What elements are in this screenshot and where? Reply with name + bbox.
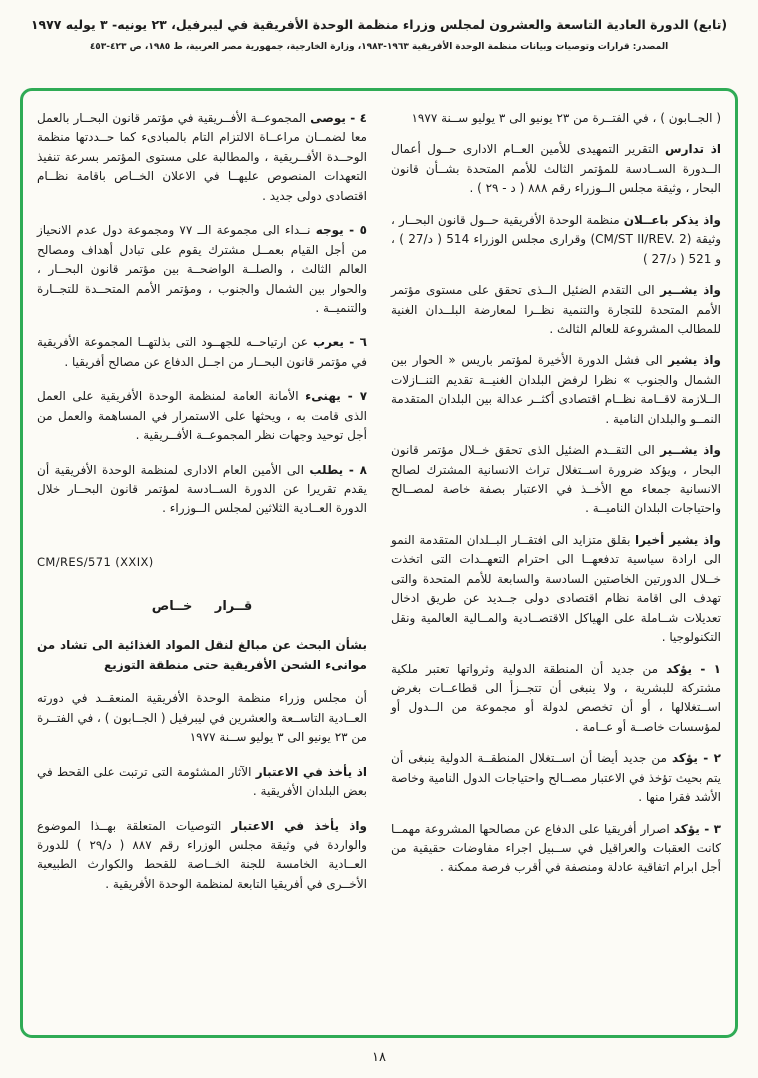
paragraph-text: الى التقــدم الضئيل الذى تحقق خــلال مؤتمر قانون البحار ، ويؤكد ضرورة اســتغلال تراث الانسانية المشترك لصالح الانسانية جمعاء مع الأخــذ في الاعتبار بصفة خاصة لمصــالح واحتياجات البلدان الناميــة . [391, 443, 721, 516]
clause-number-lead: ٤ - يوصى [310, 111, 367, 125]
clause-number-lead: ٧ - يهنىء [305, 389, 368, 404]
clause-number-lead: ١ - يؤكد [666, 661, 721, 676]
paragraph-text: بقلق متزايد الى افتقــار البــلدان المتقدمة النمو الى ارادة سياسية تدفعهــا الى احترام التعهــدات التى اتخذت خــلال الدورتين الخاصتين السادسة والسابعة للأمم المتحدة والتى تهدف الى اقامة نظام اقتصادى دولى جــديد عن طريق ادخال تعديلات شــاملة على الهياكل الاقتصــادية والمــالية العالمية ونقل التكنولوجيا . [391, 532, 721, 645]
paragraph-text: الأمانة العامة لمنظمة الوحدة الأفريقية على العمل الذى قامت به ، ويحثها على الاستمرار في المساهمة والعمل من أجل توحيد وجهات نظر المجموعــة الأفــريقية . [37, 389, 367, 443]
numbered-clause [37, 221, 367, 318]
paragraph [37, 817, 367, 895]
paragraph [37, 689, 367, 747]
numbered-clause [37, 387, 367, 445]
paragraph [391, 211, 721, 269]
paragraph-lead: واذ يذكر باعــلان [623, 212, 722, 227]
paragraph [391, 140, 721, 198]
resolution-heading: قــرار خــاص [151, 598, 253, 614]
paragraph-text: الى التقدم الضئيل الــذى تحقق على مستوى مؤتمر الأمم المتحدة للتجارة والتنمية نظــرا لمعارضة البلــدان الغنية للمطالب المشروعة للعالم الثالث . [391, 283, 721, 336]
paragraph-lead: واذ يشــير [660, 283, 721, 298]
resolution-reference-number: CM/RES/571 (XXIX) [37, 554, 154, 569]
paragraph-text: ( الجــابون ) ، في الفتــرة من ٢٣ يونيو الى ٣ يوليو ســنة ١٩٧٧ [411, 111, 721, 125]
paragraph-text: أن مجلس وزراء منظمة الوحدة الأفريقية المنعقــد في دورته العــادية التاســعة والعشرين في ليبرفيل ( الجــابون ) ، في الفتــرة من ٢٣ يونيو الى ٣ يوليو ســنة ١٩٧٧ [37, 691, 367, 745]
document-source: المصدر: قرارات وتوصيات وبيانات منظمة الوحدة الأفريقية ١٩٦٣-١٩٨٣، وزارة الخارجية، جمهورية مصر العربية، ط ١٩٨٥، ص ٤٢٣-٤٥٣ [89, 41, 669, 52]
paragraph-text: من جديد أيضا أن اســتغلال المنطقــة الدولية ينبغى أن يتم بحيث تؤخذ في الاعتبار مصــالح واحتياجات الدول النامية وخاصة الأشد فقرا منها . [391, 751, 721, 805]
clause-number-lead: ٦ - يعرب [313, 335, 367, 350]
paragraph-lead: اذ تدارس [665, 142, 722, 157]
paragraph-text: الى الأمين العام الادارى لمنظمة الوحدة الأفريقية أن يقدم تقريرا عن الدورة الســادسة لمؤتمر قانون البحــار خلال الدورة العــادية الثلاثين لمجلس الــوزراء . [37, 462, 367, 516]
paragraph [37, 763, 367, 802]
paragraph-text: التوصيات المتعلقة بهــذا الموضوع والواردة في وثيقة مجلس الوزراء رقم ٨٨٧ ( د/٢٩ ) للدورة العــادية الخامسة للجنة الخــاصة للقحط والكوارث الطبيعية الأخــرى في أفريقيا التابعة لمنظمة الوحدة الأفريقية . [37, 818, 367, 891]
numbered-clause [391, 660, 721, 738]
paragraph-text: نــداء الى مجموعة الــ ٧٧ ومجموعة دول عدم الانحياز من أجل القيام بعمــل مشترك يقوم على تبادل أهداف ومصالح العالم الثالث ، والصلــة الواضحــة بين مؤتمر قانون البحــار ، والحوار بين الشمال والجنوب ، ومؤتمر الأمم المتحــدة للتجــارة والتنميــة . [37, 223, 367, 315]
left-column [37, 109, 367, 1023]
document-title: (تابع) الدورة العادية التاسعة والعشرون لمجلس وزراء منظمة الوحدة الأفريقية في ليبرفيل، ٢٣ يونيه- ٣ يوليه ١٩٧٧ [30, 17, 728, 32]
paragraph-text: من جديد أن المنطقة الدولية وثرواتها تعتبر ملكية مشتركة للبشرية ، ولا ينبغى أن تتجــزأ الى قطاعــات بغرض اســتغلالها ، أو أن تخصص لدولة أو مجموعة من الــدول أو لمؤسسات خاصــة أو عــامة . [391, 661, 721, 734]
numbered-clause [391, 749, 721, 807]
paragraph-lead: واذ يشير أخيرا [635, 532, 721, 547]
paragraph [391, 109, 721, 128]
paragraph [391, 531, 721, 648]
paragraph-text: المجموعــة الأفــريقية في مؤتمر قانون البحــار بالعمل معا لضمــان مراعــاة الالتزام التام بالمبادىء كما حــددتها منظمة الوحــدة الأفــريقية ، والمطالبة على مستوى المؤتمر بسرعة تنفيذ التعهدات المنصوص عليهــا في الاعلان الخــاص باقامة نظــام اقتصادى دولى جديد . [37, 111, 367, 203]
paragraph-text: الآثار المشئومة التى ترتبت على القحط في بعض البلدان الأفريقية . [37, 764, 367, 799]
clause-number-lead: ٥ - يوجه [315, 223, 367, 238]
paragraph-text: عن ارتياحــه للجهــود التى بذلتهــا المجموعة الأفريقية في مؤتمر قانون البحــار من اجــل الدفاع عن مصالح أفريقيا . [37, 335, 367, 369]
paragraph-lead: اذ يأخذ في الاعتبار [255, 764, 367, 779]
numbered-clause [37, 333, 367, 372]
numbered-clause [37, 461, 367, 519]
right-column [391, 109, 721, 1023]
clause-number-lead: ٨ - يطلب [309, 462, 367, 477]
paragraph-text: منظمة الوحدة الأفريقية حــول قانون البحــار ، وثيقة (CM/ST II/REV. 2) وقرارى مجلس الوزراء 514 ( د/27 ) ، و 521 ( د/27 ) [391, 212, 721, 266]
paragraph-text: الى فشل الدورة الأخيرة لمؤتمر باريس « الحوار بين الشمال والجنوب » نظرا لرفض البلدان الغنيــة تقديم التنــازلات الــلازمة لاقــامة نظــام اقتصادى أكثــر عدالة بين البلدان المتقدمة النمــو والبلدان النامية . [391, 353, 721, 426]
paragraph [391, 441, 721, 519]
paragraph-text: اصرار أفريقيا على الدفاع عن مصالحها المشروعة مهمــا كانت العقبات والعراقيل في ســبيل اجراء مفاوضات حقيقية من أجل ابرام اتفاقية عادلة ومنصفة في أقرب فرصة ممكنة . [391, 821, 721, 875]
page-number: ١٨ [372, 1050, 386, 1065]
numbered-clause [37, 109, 367, 206]
content-frame [20, 88, 738, 1038]
page-header [0, 0, 758, 52]
text-columns [37, 109, 721, 1023]
resolution-subject: بشأن البحث عن مبالغ لنقل المواد الغذائية الى تشاد من موانىء الشحن الأفريقية حتى منطقة التوزيع [37, 637, 367, 672]
numbered-clause [391, 820, 721, 878]
paragraph [391, 351, 721, 429]
clause-number-lead: ٣ - يؤكد [673, 821, 721, 836]
paragraph-lead: واذ يشــير [660, 443, 721, 458]
clause-number-lead: ٢ - يؤكد [671, 751, 721, 766]
paragraph-lead: واذ يأخذ في الاعتبار [231, 818, 368, 833]
paragraph-text: التقرير التمهيدى للأمين العــام الادارى حــول أعمال الــدورة الســادسة للمؤتمر الثالث للأمم المتحدة بشــأن قانون البحار ، وثيقة مجلس الــوزراء رقم ٨٨٨ ( د - ٢٩ ) . [391, 142, 721, 196]
paragraph [391, 281, 721, 339]
paragraph-lead: واذ يشير [668, 353, 721, 368]
